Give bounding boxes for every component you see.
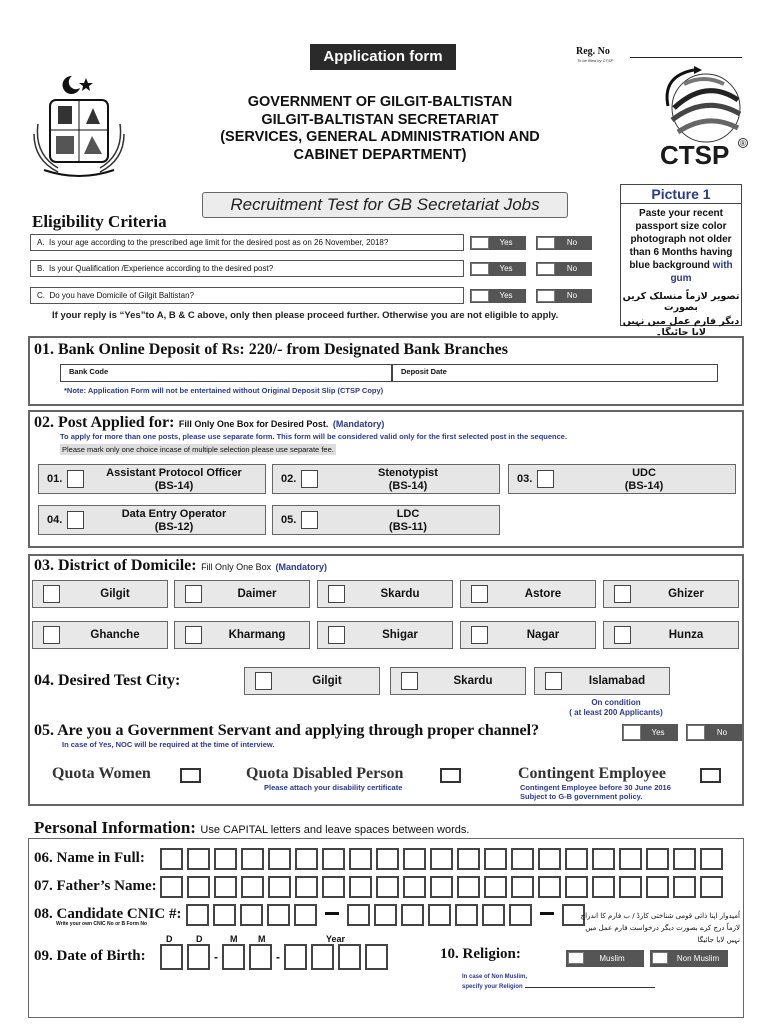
government-heading: GOVERNMENT OF GILGIT-BALTISTAN GILGIT-BALTISTAN SECRETARIAT (SERVICES, GENERAL ADMINISTRATION AND CABINET DEPARTMENT) bbox=[220, 94, 540, 163]
eligibility-b-yes[interactable]: Yes bbox=[470, 262, 526, 276]
eligibility-question-c: C. Do you have Domicile of Gilgit Baltistan? bbox=[30, 287, 464, 304]
test-city-gilgit[interactable]: Gilgit bbox=[244, 667, 380, 695]
contingent-note: Contingent Employee before 30 June 2016 Subject to G-B government policy. bbox=[520, 783, 671, 801]
district-ghanche[interactable]: Ghanche bbox=[32, 621, 168, 649]
govt-servant-no[interactable]: No bbox=[686, 724, 742, 741]
cnic-boxes[interactable] bbox=[186, 904, 589, 926]
test-city-skardu[interactable]: Skardu bbox=[390, 667, 526, 695]
govt-servant-title: 05. Are you a Government Servant and applying through proper channel? bbox=[34, 722, 540, 739]
religion-label: 10. Religion: bbox=[440, 946, 521, 962]
father-name-boxes[interactable] bbox=[160, 876, 727, 898]
district-astore[interactable]: Astore bbox=[460, 580, 596, 608]
post-option-03[interactable]: 03. UDC (BS-14) bbox=[508, 464, 736, 494]
district-daimer[interactable]: Daimer bbox=[174, 580, 310, 608]
test-city-condition: On condition ( at least 200 Applicants) bbox=[569, 698, 663, 717]
eligibility-question-a: A. Is your age according to the prescribed age limit for the desired post as on 26 November, 2018? bbox=[30, 234, 464, 251]
religion-note: In case of Non Muslim, specify your Religion bbox=[462, 972, 655, 992]
bank-note: *Note: Application Form will not be entertained without Original Deposit Slip (CTSP Copy) bbox=[64, 386, 384, 395]
reg-no-field[interactable] bbox=[630, 57, 742, 58]
quota-women-label: Quota Women bbox=[52, 765, 151, 782]
registered-mark: ® bbox=[738, 138, 748, 148]
cnic-note: Write your own CNIC No or B Form No bbox=[56, 921, 148, 927]
district-shigar[interactable]: Shigar bbox=[317, 621, 453, 649]
name-label: 06. Name in Full: bbox=[34, 850, 145, 866]
post-note-2: Please mark only one choice incase of multiple selection please use separate fee. bbox=[62, 445, 334, 454]
eligibility-question-b: B. Is your Qualification /Experience according to the desired post? bbox=[30, 260, 464, 277]
personal-heading: Personal Information: Use CAPITAL letters and leave spaces between words. bbox=[34, 818, 470, 837]
dob-label-d2: D bbox=[196, 934, 203, 944]
picture-urdu-1: تصویر لازماً منسلک کریں بصورت bbox=[622, 291, 740, 313]
dob-boxes[interactable]: - - bbox=[160, 944, 392, 970]
eligibility-c-no[interactable]: No bbox=[536, 289, 592, 303]
form-title: Application form bbox=[310, 44, 456, 70]
post-note-1: To apply for more than one posts, please use separate form. This form will be considered valid only for the first selected post in the sequence. bbox=[60, 432, 568, 441]
quota-disabled-label: Quota Disabled Person bbox=[246, 765, 404, 782]
photo-box[interactable] bbox=[620, 184, 742, 338]
dob-label-m1: M bbox=[230, 934, 238, 944]
contingent-label: Contingent Employee bbox=[518, 765, 666, 782]
test-city-title: 04. Desired Test City: bbox=[34, 672, 181, 689]
eligibility-a-yes[interactable]: Yes bbox=[470, 236, 526, 250]
post-option-05[interactable]: 05. LDC (BS-11) bbox=[272, 505, 500, 535]
district-hunza[interactable]: Hunza bbox=[603, 621, 739, 649]
name-boxes[interactable] bbox=[160, 848, 727, 870]
eligibility-b-no[interactable]: No bbox=[536, 262, 592, 276]
quota-disabled-checkbox[interactable] bbox=[440, 768, 461, 783]
reg-no-sub: To be filled by CTSP bbox=[577, 58, 614, 63]
bank-code-field[interactable]: Bank Code bbox=[60, 364, 392, 382]
contingent-checkbox[interactable] bbox=[700, 768, 721, 783]
cnic-label: 08. Candidate CNIC #: bbox=[34, 906, 182, 922]
district-nagar[interactable]: Nagar bbox=[460, 621, 596, 649]
eligibility-c-yes[interactable]: Yes bbox=[470, 289, 526, 303]
post-option-01[interactable]: 01. Assistant Protocol Officer (BS-14) bbox=[38, 464, 266, 494]
post-heading: 02. Post Applied for: Fill Only One Box for Desired Post. (Mandatory) bbox=[34, 414, 385, 431]
eligibility-note: If your reply is “Yes”to A, B & C above, only then please proceed further. Otherwise you are not eligible to apply. bbox=[52, 310, 559, 321]
post-option-04[interactable]: 04. Data Entry Operator (BS-12) bbox=[38, 505, 266, 535]
post-option-02[interactable]: 02. Stenotypist (BS-14) bbox=[272, 464, 500, 494]
quota-women-checkbox[interactable] bbox=[180, 768, 201, 783]
picture-title: Picture 1 bbox=[621, 186, 741, 204]
reg-no-label: Reg. No bbox=[576, 46, 610, 57]
district-skardu[interactable]: Skardu bbox=[317, 580, 453, 608]
govt-servant-note: In case of Yes, NOC will be required at the time of interview. bbox=[62, 740, 275, 749]
test-city-islamabad[interactable]: Islamabad bbox=[534, 667, 670, 695]
quota-disabled-note: Please attach your disability certificate bbox=[264, 783, 403, 792]
cnic-urdu-note: اُمیدوار اپنا ذاتی قومی شناختی کارڈ / ب فارم کا اندراج لازماً درج کرے بصورت دیگر درخواست فارم عمل میں نہیں لایا جائیگا bbox=[580, 912, 740, 944]
eligibility-title: Eligibility Criteria bbox=[32, 212, 167, 231]
recruitment-title: Recruitment Test for GB Secretariat Jobs bbox=[202, 192, 568, 218]
picture-urdu-2: دیگر فارم عمل میں نہیں لایا جائیگا۔ bbox=[622, 316, 740, 338]
district-ghizer[interactable]: Ghizer bbox=[603, 580, 739, 608]
dob-label-d1: D bbox=[166, 934, 173, 944]
gb-emblem-icon bbox=[26, 74, 132, 178]
district-gilgit[interactable]: Gilgit bbox=[32, 580, 168, 608]
dob-title: 09. Date of Birth: bbox=[34, 948, 146, 964]
dob-label-year: Year bbox=[326, 934, 346, 944]
ctsp-logo-text: CTSP bbox=[660, 140, 730, 170]
picture-instructions: Paste your recent passport size color photograph not older than 6 Months having blue background with gum bbox=[629, 208, 733, 284]
dob-label-m2: M bbox=[258, 934, 266, 944]
father-name-label: 07. Father’s Name: bbox=[34, 878, 157, 894]
district-heading: 03. District of Domicile: Fill Only One Box (Mandatory) bbox=[34, 557, 328, 574]
deposit-date-field[interactable]: Deposit Date bbox=[392, 364, 718, 382]
govt-servant-yes[interactable]: Yes bbox=[622, 724, 678, 741]
bank-title: 01. Bank Online Deposit of Rs: 220/- from Designated Bank Branches bbox=[34, 341, 508, 358]
religion-non-muslim[interactable]: Non Muslim bbox=[650, 950, 728, 967]
religion-muslim[interactable]: Muslim bbox=[566, 950, 644, 967]
district-kharmang[interactable]: Kharmang bbox=[174, 621, 310, 649]
eligibility-a-no[interactable]: No bbox=[536, 236, 592, 250]
